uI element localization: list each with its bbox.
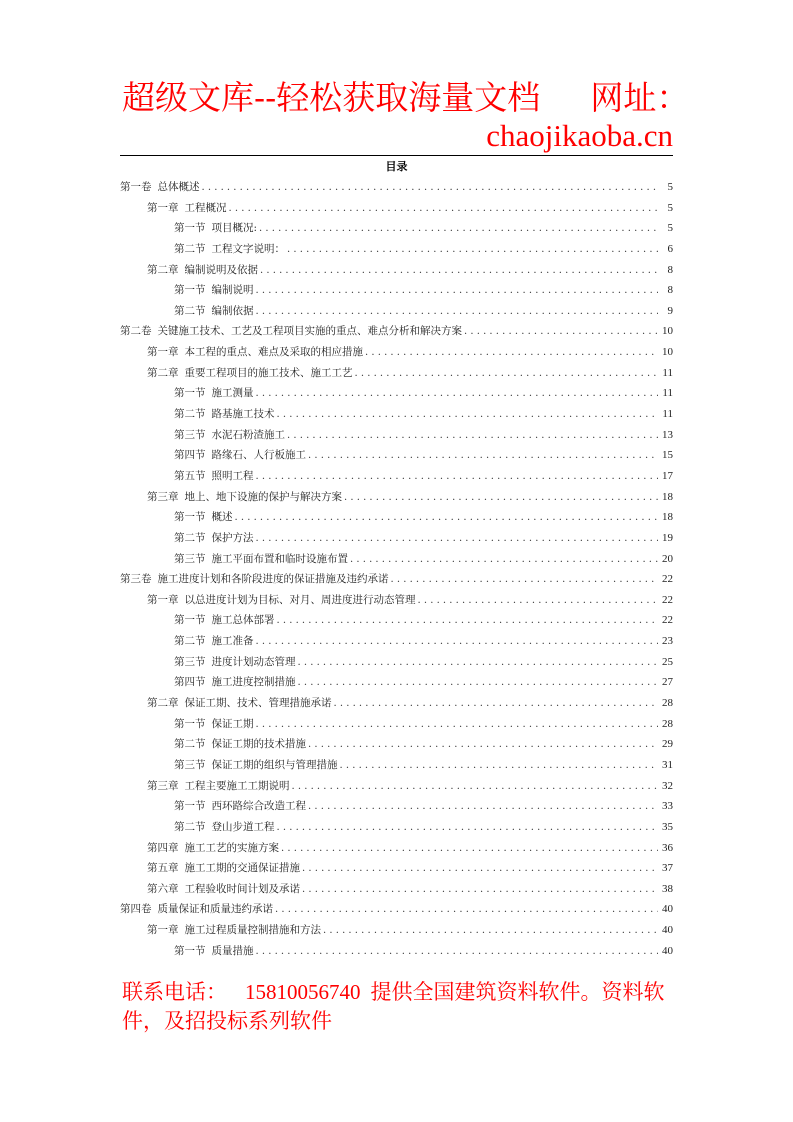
toc-entry-number: 第一节 (174, 800, 206, 813)
toc-dot-leader (256, 632, 659, 653)
toc-dot-leader (256, 529, 659, 550)
toc-entry-number: 第二卷 (120, 325, 152, 338)
toc-entry-level-1[interactable] (120, 321, 673, 342)
toc-dot-leader (418, 591, 659, 612)
toc-dot-leader (259, 219, 658, 240)
toc-entry-level-3[interactable] (120, 383, 673, 404)
toc-entry-level-3[interactable] (120, 301, 673, 322)
toc-entry-title: 编制依据 (211, 304, 254, 317)
toc-dot-leader (340, 756, 659, 777)
toc-entry-page-number: 25 (662, 655, 673, 668)
toc-entry-level-2[interactable] (120, 198, 673, 219)
toc-dot-leader (298, 673, 659, 694)
toc-entry-level-3[interactable] (120, 734, 673, 755)
toc-dot-leader (281, 839, 658, 860)
toc-dot-leader (275, 900, 658, 921)
toc-entry-title: 路基施工技术 (211, 408, 275, 421)
toc-entry-page-number: 8 (667, 284, 673, 297)
toc-entry-number: 第三章 (147, 779, 179, 792)
toc-dot-leader (308, 797, 658, 818)
toc-entry-number: 第二章 (147, 697, 179, 710)
toc-entry-title: 施工进度计划和各阶段进度的保证措施及违约承诺 (157, 573, 389, 586)
toc-entry-level-2[interactable] (120, 590, 673, 611)
toc-entry-title: 登山步道工程 (211, 820, 275, 833)
toc-dot-leader (350, 550, 658, 571)
toc-entry-title: 工程主要施工工期说明 (184, 779, 290, 792)
toc-entry-page-number: 28 (662, 697, 673, 710)
toc-entry-number: 第五节 (174, 469, 206, 482)
header-divider (120, 155, 673, 156)
toc-entry-page-number: 22 (662, 614, 673, 627)
toc-entry-level-3[interactable] (120, 528, 673, 549)
contact-label: 联系电话： (122, 980, 227, 1004)
toc-entry-number: 第一节 (174, 222, 206, 235)
toc-dot-leader (287, 426, 658, 447)
table-of-contents (120, 177, 673, 961)
toc-entry-title: 施工工期的交通保证措施 (184, 862, 300, 875)
toc-entry-number: 第二节 (174, 408, 206, 421)
toc-entry-page-number: 31 (662, 758, 673, 771)
toc-entry-level-3[interactable] (120, 941, 673, 962)
toc-dot-leader (464, 322, 658, 343)
banner-headline: 超级文库--轻松获取海量文档 (122, 78, 541, 117)
toc-dot-leader (308, 446, 658, 467)
toc-entry-number: 第二节 (174, 304, 206, 317)
toc-entry-page-number: 10 (662, 346, 673, 359)
toc-entry-number: 第二节 (174, 531, 206, 544)
toc-entry-page-number: 18 (662, 490, 673, 503)
toc-entry-number: 第二节 (174, 242, 206, 255)
toc-entry-title: 照明工程 (211, 469, 254, 482)
toc-entry-page-number: 36 (662, 841, 673, 854)
toc-entry-page-number: 35 (662, 820, 673, 833)
toc-entry-page-number: 27 (662, 676, 673, 689)
banner-url-label: 网址： (590, 78, 690, 117)
toc-entry-title: 地上、地下设施的保护与解决方案 (184, 490, 342, 503)
toc-entry-title: 保证工期、技术、管理措施承诺 (184, 697, 332, 710)
toc-dot-leader (308, 735, 658, 756)
toc-entry-level-3[interactable] (120, 445, 673, 466)
toc-entry-number: 第三卷 (120, 573, 152, 586)
toc-entry-level-2[interactable] (120, 260, 673, 281)
toc-entry-title: 重要工程项目的施工技术、施工工艺 (184, 366, 353, 379)
toc-entry-page-number: 18 (662, 511, 673, 524)
toc-entry-title: 施工过程质量控制措施和方法 (184, 924, 321, 937)
toc-dot-leader (202, 178, 659, 199)
toc-entry-number: 第二章 (147, 366, 179, 379)
toc-entry-title: 进度计划动态管理 (211, 655, 296, 668)
toc-entry-title: 概述 (211, 511, 233, 524)
toc-title: 目录 (385, 160, 408, 173)
footer-contact (122, 978, 682, 1036)
toc-entry-page-number: 5 (667, 181, 673, 193)
toc-entry-page-number: 11 (662, 387, 673, 400)
toc-dot-leader (256, 281, 659, 302)
toc-dot-leader (391, 570, 659, 591)
toc-entry-number: 第一卷 (120, 181, 152, 193)
toc-entry-page-number: 5 (667, 222, 673, 235)
toc-entry-page-number: 29 (662, 738, 673, 751)
toc-entry-number: 第四卷 (120, 903, 152, 916)
toc-entry-level-3[interactable] (120, 714, 673, 735)
toc-entry-title: 工程文字说明： (211, 242, 285, 255)
toc-entry-title: 编制说明 (211, 284, 254, 297)
toc-dot-leader (256, 467, 659, 488)
toc-entry-page-number: 28 (662, 717, 673, 730)
toc-entry-title: 施工总体部署 (211, 614, 275, 627)
toc-entry-level-3[interactable] (120, 239, 673, 260)
contact-phone: 15810056740 (245, 980, 361, 1004)
toc-dot-leader (277, 611, 659, 632)
toc-entry-level-3[interactable] (120, 549, 673, 570)
toc-entry-level-3[interactable] (120, 280, 673, 301)
toc-dot-leader (229, 199, 659, 220)
toc-entry-title: 保证工期的组织与管理措施 (211, 758, 338, 771)
toc-entry-level-3[interactable] (120, 610, 673, 631)
toc-entry-title: 施工测量 (211, 387, 254, 400)
toc-entry-page-number: 15 (662, 449, 673, 462)
toc-entry-title: 质量措施 (211, 944, 254, 957)
toc-entry-page-number: 20 (662, 552, 673, 565)
toc-entry-level-3[interactable] (120, 631, 673, 652)
toc-entry-level-2[interactable] (120, 920, 673, 941)
toc-entry-level-2[interactable] (120, 858, 673, 879)
toc-entry-page-number: 13 (662, 428, 673, 441)
toc-entry-number: 第一章 (147, 201, 179, 214)
toc-entry-number: 第一节 (174, 387, 206, 400)
toc-dot-leader (287, 240, 658, 261)
toc-entry-page-number: 40 (662, 924, 673, 937)
toc-entry-level-2[interactable] (120, 776, 673, 797)
toc-entry-number: 第一节 (174, 284, 206, 297)
toc-entry-page-number: 40 (662, 903, 673, 916)
toc-entry-level-3[interactable] (120, 425, 673, 446)
toc-entry-number: 第二章 (147, 263, 179, 276)
toc-entry-page-number: 9 (667, 304, 673, 317)
toc-entry-number: 第三节 (174, 758, 206, 771)
toc-dot-leader (365, 343, 658, 364)
toc-dot-leader (256, 384, 659, 405)
toc-entry-number: 第三节 (174, 428, 206, 441)
toc-entry-number: 第四章 (147, 841, 179, 854)
toc-entry-page-number: 40 (662, 944, 673, 957)
toc-entry-page-number: 5 (667, 201, 673, 214)
toc-entry-level-2[interactable] (120, 487, 673, 508)
toc-entry-level-3[interactable] (120, 652, 673, 673)
toc-entry-level-1[interactable] (120, 899, 673, 920)
toc-entry-page-number: 19 (662, 531, 673, 544)
toc-dot-leader (302, 880, 658, 901)
toc-entry-title: 路缘石、人行板施工 (211, 449, 306, 462)
toc-entry-number: 第二节 (174, 738, 206, 751)
toc-entry-title: 工程概况 (184, 201, 227, 214)
toc-entry-page-number: 6 (667, 242, 673, 255)
toc-entry-title: 项目概况: (211, 222, 258, 235)
toc-entry-page-number: 23 (662, 635, 673, 648)
toc-entry-level-2[interactable] (120, 879, 673, 900)
toc-entry-number: 第一节 (174, 511, 206, 524)
toc-entry-level-3[interactable] (120, 507, 673, 528)
toc-entry-page-number: 32 (662, 779, 673, 792)
toc-entry-number: 第三节 (174, 552, 206, 565)
toc-dot-leader (256, 302, 659, 323)
toc-entry-number: 第一节 (174, 614, 206, 627)
toc-entry-number: 第三节 (174, 655, 206, 668)
toc-entry-page-number: 10 (662, 325, 673, 338)
toc-entry-number: 第六章 (147, 882, 179, 895)
toc-entry-title: 施工进度控制措施 (211, 676, 296, 689)
toc-entry-title: 施工工艺的实施方案 (184, 841, 279, 854)
toc-entry-page-number: 22 (662, 573, 673, 586)
toc-entry-number: 第三章 (147, 490, 179, 503)
toc-dot-leader (277, 818, 659, 839)
toc-dot-leader (355, 364, 659, 385)
toc-entry-title: 水泥石粉渣施工 (211, 428, 285, 441)
toc-entry-number: 第五章 (147, 862, 179, 875)
toc-entry-title: 施工准备 (211, 635, 254, 648)
toc-entry-level-3[interactable] (120, 796, 673, 817)
toc-entry-page-number: 33 (662, 800, 673, 813)
toc-entry-number: 第一节 (174, 717, 206, 730)
toc-entry-title: 编制说明及依据 (184, 263, 258, 276)
toc-entry-page-number: 22 (662, 593, 673, 606)
toc-entry-title: 质量保证和质量违约承诺 (157, 903, 273, 916)
toc-dot-leader (256, 715, 659, 736)
contact-description: 提供全国建筑资料软件。资料软件，及招投标系列软件 (122, 980, 665, 1033)
toc-entry-page-number: 17 (662, 469, 673, 482)
toc-entry-title: 总体概述 (157, 181, 200, 193)
toc-entry-number: 第二节 (174, 820, 206, 833)
toc-entry-level-3[interactable] (120, 466, 673, 487)
toc-entry-title: 保证工期的技术措施 (211, 738, 306, 751)
toc-entry-title: 工程验收时间计划及承诺 (184, 882, 300, 895)
toc-entry-title: 以总进度计划为目标、对月、周进度进行动态管理 (184, 593, 416, 606)
toc-entry-page-number: 38 (662, 882, 673, 895)
toc-entry-number: 第四节 (174, 449, 206, 462)
toc-entry-level-2[interactable] (120, 363, 673, 384)
toc-dot-leader (235, 508, 659, 529)
toc-dot-leader (292, 777, 659, 798)
toc-dot-leader (277, 405, 659, 426)
toc-entry-level-3[interactable] (120, 672, 673, 693)
toc-entry-page-number: 37 (662, 862, 673, 875)
banner-url[interactable]: chaojikaoba.cn (486, 118, 673, 153)
toc-entry-number: 第一章 (147, 924, 179, 937)
toc-entry-number: 第四节 (174, 676, 206, 689)
toc-entry-level-3[interactable] (120, 817, 673, 838)
toc-entry-title: 本工程的重点、难点及采取的相应措施 (184, 346, 363, 359)
toc-entry-level-3[interactable] (120, 218, 673, 239)
toc-entry-page-number: 11 (662, 366, 673, 379)
toc-entry-title: 施工平面布置和临时设施布置 (211, 552, 348, 565)
toc-entry-level-2[interactable] (120, 342, 673, 363)
toc-entry-title: 保护方法 (211, 531, 254, 544)
toc-dot-leader (302, 859, 658, 880)
toc-dot-leader (298, 653, 659, 674)
toc-entry-number: 第二节 (174, 635, 206, 648)
toc-entry-number: 第一章 (147, 593, 179, 606)
toc-entry-page-number: 8 (667, 263, 673, 276)
toc-entry-title: 西环路综合改造工程 (211, 800, 306, 813)
toc-entry-title: 关键施工技术、工艺及工程项目实施的重点、难点分析和解决方案 (157, 325, 462, 338)
toc-entry-page-number: 11 (662, 408, 673, 421)
toc-dot-leader (334, 694, 659, 715)
toc-entry-number: 第一章 (147, 346, 179, 359)
toc-entry-level-2[interactable] (120, 693, 673, 714)
toc-entry-level-2[interactable] (120, 838, 673, 859)
toc-entry-number: 第一节 (174, 944, 206, 957)
toc-dot-leader (323, 921, 658, 942)
toc-dot-leader (344, 488, 658, 509)
toc-entry-level-1[interactable] (120, 569, 673, 590)
toc-entry-title: 保证工期 (211, 717, 254, 730)
banner-headline-row (122, 76, 690, 120)
toc-dot-leader (256, 942, 659, 963)
toc-entry-level-3[interactable] (120, 755, 673, 776)
toc-dot-leader (260, 261, 658, 282)
toc-entry-level-3[interactable] (120, 404, 673, 425)
toc-entry-level-1[interactable] (120, 177, 673, 198)
